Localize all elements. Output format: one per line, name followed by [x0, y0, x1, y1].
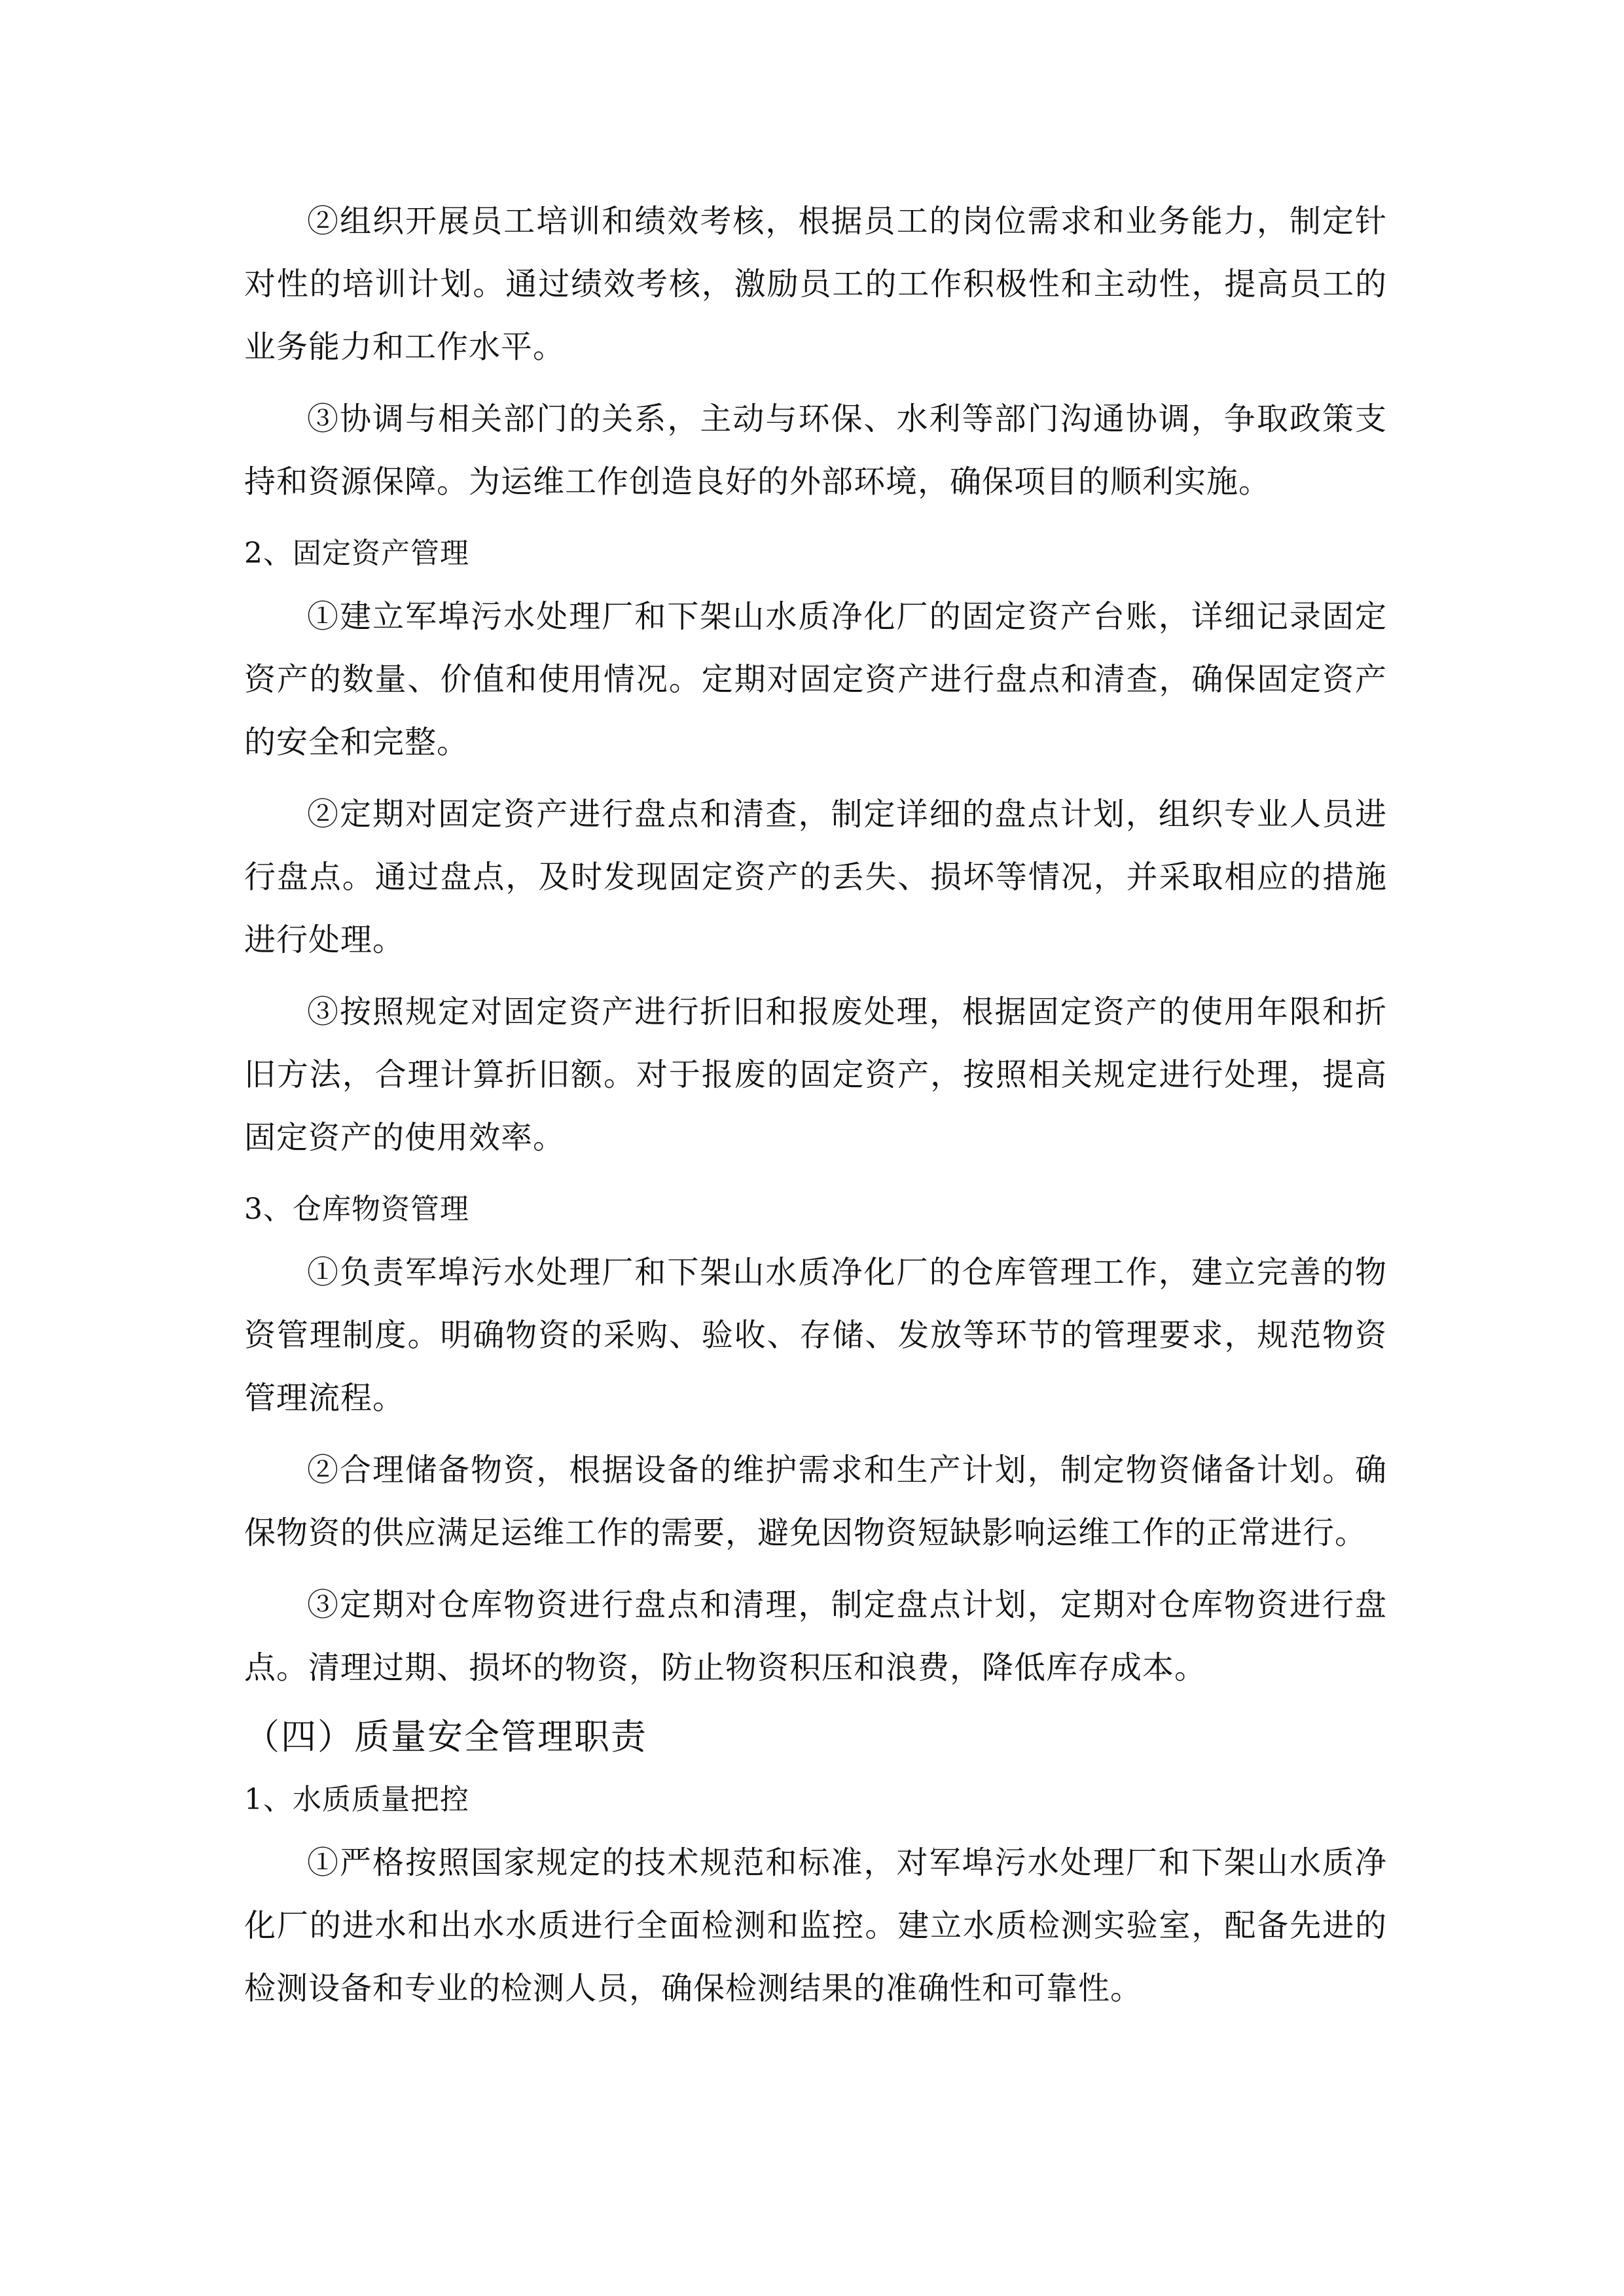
heading-water-quality: 1、水质质量把控 [244, 1783, 469, 1816]
paragraph-material-reserve: ②合理储备物资，根据设备的维护需求和生产计划，制定物资储备计划。确保物资的供应满足运维工作的需要，避免因物资短缺影响运维工作的正常进行。 [244, 1452, 1387, 1551]
paragraph-asset-depreciation: ③按照规定对固定资产进行折旧和报废处理，根据固定资产的使用年限和折旧方法，合理计算折旧额。对于报废的固定资产，按照相关规定进行处理，提高固定资产的使用效率。 [244, 994, 1387, 1156]
paragraph-warehouse-management: ①负责军埠污水处理厂和下架山水质净化厂的仓库管理工作，建立完善的物资管理制度。明确物资的采购、验收、存储、发放等环节的管理要求，规范物资管理流程。 [244, 1254, 1387, 1416]
document-body [244, 190, 1387, 2020]
paragraph-department-coordination: ③协调与相关部门的关系，主动与环保、水利等部门沟通协调，争取政策支持和资源保障。为运维工作创造良好的外部环境，确保项目的顺利实施。 [244, 401, 1387, 500]
paragraph-water-quality-testing: ①严格按照国家规定的技术规范和标准，对军埠污水处理厂和下架山水质净化厂的进水和出水水质进行全面检测和监控。建立水质检测实验室，配备先进的检测设备和专业的检测人员，确保检测结果的准确性和可靠性。 [244, 1844, 1387, 2007]
section-heading-quality-safety: （四）质量安全管理职责 [244, 1716, 647, 1757]
paragraph-asset-inventory: ②定期对固定资产进行盘点和清查，制定详细的盘点计划，组织专业人员进行盘点。通过盘点，及时发现固定资产的丢失、损坏等情况，并采取相应的措施进行处理。 [244, 796, 1387, 958]
heading-fixed-assets: 2、固定资产管理 [244, 537, 469, 570]
paragraph-warehouse-inventory: ③定期对仓库物资进行盘点和清理，制定盘点计划，定期对仓库物资进行盘点。清理过期、损坏的物资，防止物资积压和浪费，降低库存成本。 [244, 1587, 1387, 1686]
paragraph-asset-ledger: ①建立军埠污水处理厂和下架山水质净化厂的固定资产台账，详细记录固定资产的数量、价值和使用情况。定期对固定资产进行盘点和清查，确保固定资产的安全和完整。 [244, 598, 1387, 761]
heading-warehouse: 3、仓库物资管理 [244, 1193, 469, 1226]
paragraph-staff-training: ②组织开展员工培训和绩效考核，根据员工的岗位需求和业务能力，制定针对性的培训计划。通过绩效考核，激励员工的工作积极性和主动性，提高员工的业务能力和工作水平。 [244, 203, 1387, 365]
